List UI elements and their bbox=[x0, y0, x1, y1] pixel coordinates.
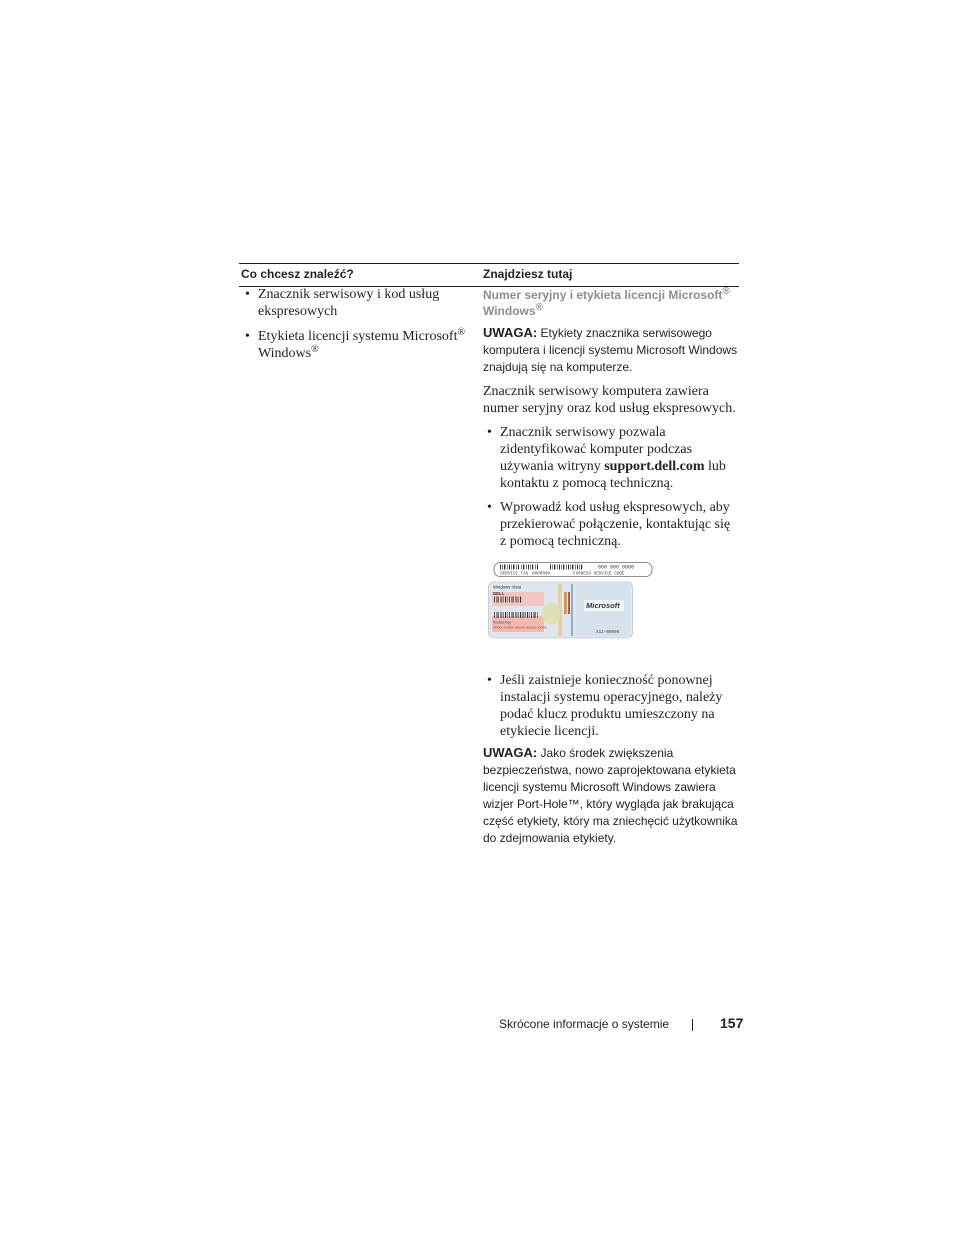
left-column bbox=[239, 286, 475, 362]
note-text: Jako środek zwiększenia bezpieczeństwa, nowo zaprojektowana etykieta licencji systemu Microsoft Windows zawiera wizjer Port-Hole™, który wygląda jak brakująca część etykiety, który ma zniechęcić użytkownika do zdejmowania etykiety. bbox=[483, 746, 738, 845]
section-heading: Numer seryjny i etykieta licencji Microsoft® Windows® bbox=[483, 286, 730, 318]
table-header bbox=[239, 263, 739, 287]
note-text: Etykiety znacznika serwisowego komputera i licencji systemu Microsoft Windows znajdują się na komputerze. bbox=[483, 326, 738, 374]
list-item: • Wprowadź kod usług ekspresowych, aby przekierować połączenie, kontaktując się z pomocą techniczną. bbox=[487, 500, 731, 549]
list-item-text: Znacznik serwisowy i kod usług ekspresowych bbox=[258, 287, 440, 319]
bullet-icon: • bbox=[245, 329, 250, 344]
column-header-where: Znajdziesz tutaj bbox=[483, 267, 573, 281]
registered-mark: ® bbox=[311, 344, 319, 355]
dell-logo: DELL bbox=[493, 591, 505, 596]
note-label: UWAGA: bbox=[483, 745, 538, 760]
microsoft-logo: Microsoft bbox=[586, 601, 620, 610]
express-code-label: EXPRESS SERVICE CODE bbox=[573, 571, 625, 577]
windows-label: Windows Vista bbox=[493, 584, 522, 590]
support-link[interactable]: support.dell.com bbox=[604, 459, 705, 474]
service-tag-label: SERVICE TAG bbox=[500, 571, 529, 577]
list-item: • Jeśli zaistnieje konieczność ponownej instalacji systemu operacyjnego, należy podać klucz produktu umieszczony na etykiecie licencji. bbox=[487, 673, 723, 739]
list-item-text-2: Windows bbox=[258, 346, 312, 361]
note-label: UWAGA: bbox=[483, 325, 538, 340]
express-code-value: 000 000 0000 bbox=[597, 564, 635, 571]
bullet-icon: • bbox=[487, 500, 492, 515]
bullet-icon: • bbox=[245, 287, 250, 302]
port-hole-icon bbox=[542, 603, 560, 625]
paragraph: Znacznik serwisowy komputera zawiera numer seryjny oraz kod usług ekspresowych. bbox=[483, 384, 736, 416]
footer-section-title: Skrócone informacje o systemie bbox=[499, 1017, 670, 1031]
footer-divider bbox=[692, 1019, 693, 1031]
right-column bbox=[483, 286, 739, 847]
label-illustration bbox=[488, 562, 658, 642]
column-header-what: Co chcesz znaleźć? bbox=[241, 267, 354, 281]
service-tag-value: 0000000 bbox=[532, 571, 551, 577]
note-2 bbox=[483, 744, 739, 847]
note-1 bbox=[483, 324, 739, 376]
bullet-icon: • bbox=[487, 425, 492, 440]
registered-mark: ® bbox=[457, 327, 466, 338]
page-number: 157 bbox=[720, 1015, 744, 1031]
product-key-label: Product Key bbox=[493, 620, 511, 625]
list-item bbox=[239, 286, 475, 320]
coa-code: X11-00000 bbox=[596, 630, 620, 635]
info-table bbox=[239, 263, 739, 845]
license-label-image bbox=[488, 562, 739, 672]
list-item-text: Etykieta licencji systemu Microsoft bbox=[258, 329, 458, 344]
bullet-icon: • bbox=[487, 673, 492, 688]
product-key-value: XXXXX-XXXXX-XXXXX-XXXXX-XXXXX bbox=[493, 625, 547, 630]
list-item bbox=[239, 328, 475, 362]
list-item: • Znacznik serwisowy pozwala zidentyfikować komputer podczas używania witryny support.dell.com lub kontaktu z pomocą techniczną. bbox=[487, 425, 726, 491]
